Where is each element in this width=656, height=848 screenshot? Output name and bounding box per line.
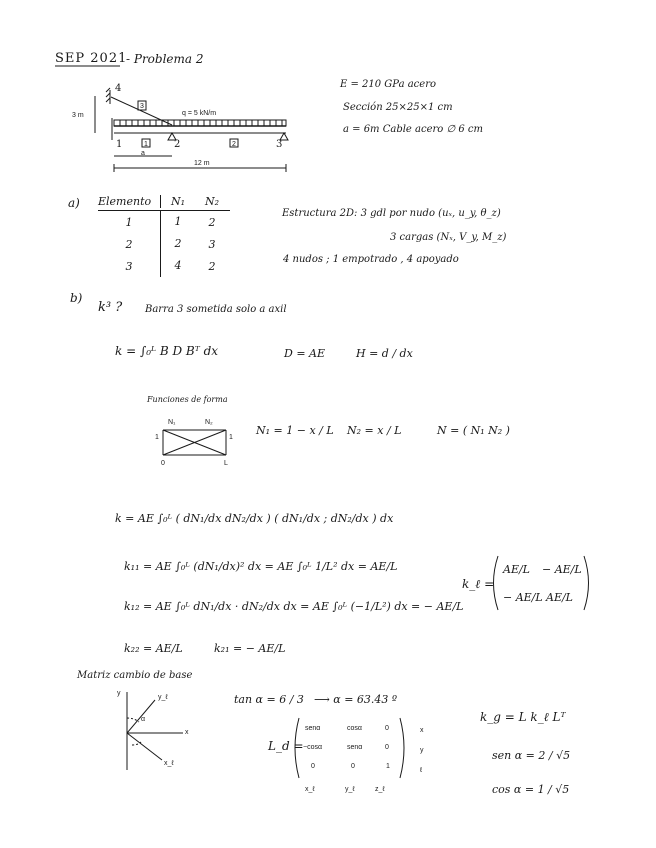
axis-label-xl: x_ℓ <box>164 760 174 767</box>
rotation-matrix-label: L_d = <box>268 739 304 753</box>
rotation-matrix-cell: 0 <box>311 763 315 770</box>
node-label-1: 1 <box>116 139 123 150</box>
shape-label-n1: N₁ <box>168 419 176 426</box>
page-subtitle: - Problema 2 <box>126 52 204 66</box>
rotation-row-label: ℓ <box>420 767 423 774</box>
part-b-question: k³ ? <box>98 300 123 315</box>
table-header-n1: N₁ <box>160 195 195 208</box>
k12-equation: k₁₂ = AE ∫₀ᴸ dN₁/dx · dN₂/dx dx = AE ∫₀ᴸ (−1/L²) dx = − AE/L <box>124 600 464 613</box>
table-header-element: Elemento <box>98 195 152 208</box>
page-title: SEP 2021 <box>55 51 128 66</box>
rotation-matrix-cell: 0 <box>385 725 389 732</box>
k21-equation: k₂₁ = − AE/L <box>214 642 286 655</box>
d-equation: D = AE <box>284 347 326 360</box>
cos-alpha-equation: cos α = 1 / √5 <box>492 783 570 796</box>
property-young: E = 210 GPa acero <box>340 79 436 90</box>
shape-functions-label: Funciones de forma <box>147 395 228 404</box>
shape-label-length: L <box>224 460 228 467</box>
rotation-matrix-cell: senα <box>305 725 321 732</box>
element-label-1: 1 <box>144 141 148 148</box>
rotation-matrix-cell: 0 <box>385 744 389 751</box>
structure-note-2: 3 cargas (Nₓ, V_y, M_z) <box>390 232 507 243</box>
property-cable: a = 6m Cable acero ∅ 6 cm <box>343 124 484 135</box>
rotation-matrix-cell: senα <box>347 744 363 751</box>
load-label: q = 5 kN/m <box>182 110 217 117</box>
rotation-matrix-cell: −cosα <box>303 744 323 751</box>
rotation-col-label: x_ℓ <box>305 786 315 793</box>
node-label-2: 2 <box>174 139 181 150</box>
property-section: Sección 25×25×1 cm <box>343 102 453 113</box>
structure-note-3: 4 nudos ; 1 empotrado , 4 apoyado <box>283 254 459 265</box>
rotation-matrix-cell: 1 <box>386 763 390 770</box>
table-cell: 2 <box>125 237 133 251</box>
axis-label-yl: y_ℓ <box>158 694 168 701</box>
rotation-row-label: y <box>420 747 424 754</box>
k-local-cell: AE/L <box>546 591 573 604</box>
length-dimension-label: 12 m <box>194 160 210 167</box>
n2-equation: N₂ = x / L <box>347 424 402 437</box>
k-local-cell: − AE/L <box>542 563 582 576</box>
node-label-4: 4 <box>115 83 122 94</box>
structure-note-1: Estructura 2D: 3 gdl por nudo (uₓ, u_y, θ_z) <box>282 208 501 219</box>
sin-alpha-equation: sen α = 2 / √5 <box>492 749 571 762</box>
k11-equation: k₁₁ = AE ∫₀ᴸ (dN₁/dx)² dx = AE ∫₀ᴸ 1/L² dx = AE/L <box>124 560 398 573</box>
table-cell: 3 <box>125 259 133 273</box>
part-b-note: Barra 3 sometida solo a axil <box>145 304 287 315</box>
table-cell: 1 <box>160 211 195 233</box>
rotation-row-label: x <box>420 727 424 734</box>
part-b-label: b) <box>70 291 83 305</box>
part-a-label: a) <box>68 196 80 210</box>
stiffness-expanded: k = AE ∫₀ᴸ ( dN₁/dx dN₂/dx ) ( dN₁/dx ; dN₂/dx ) dx <box>115 512 394 525</box>
k-local-label: k_ℓ = <box>462 577 495 591</box>
tan-alpha-equation: tan α = 6 / 3 <box>234 693 304 706</box>
node-label-3: 3 <box>276 139 283 150</box>
global-stiffness-equation: k_g = L k_ℓ Lᵀ <box>480 710 566 724</box>
table-cell: 2 <box>208 259 216 273</box>
rotation-matrix-cell: 0 <box>351 763 355 770</box>
table-cell: 2 <box>160 233 195 255</box>
axis-label-x: x <box>185 729 189 736</box>
rotation-col-label: z_ℓ <box>375 786 385 793</box>
n1-equation: N₁ = 1 − x / L <box>256 424 334 437</box>
h-equation: H = d / dx <box>356 347 413 360</box>
table-cell: 3 <box>208 237 216 251</box>
shape-label-one-left: 1 <box>155 434 159 441</box>
k-local-cell: − AE/L <box>503 591 543 604</box>
stiffness-integral: k = ∫₀ᴸ B D Bᵀ dx <box>115 344 219 358</box>
rotation-col-label: y_ℓ <box>345 786 355 793</box>
shape-label-zero: 0 <box>161 460 165 467</box>
element-label-2: 2 <box>232 141 236 148</box>
shape-label-n2: N₂ <box>205 419 213 426</box>
a-dimension-label: a <box>141 150 145 157</box>
rotation-matrix-cell: cosα <box>347 725 362 732</box>
k22-equation: k₂₂ = AE/L <box>124 642 183 655</box>
alpha-value: ⟶ α = 63.43 º <box>314 693 398 706</box>
k-local-cell: AE/L <box>503 563 530 576</box>
n-vector-equation: N = ( N₁ N₂ ) <box>437 424 510 437</box>
base-change-title: Matriz cambio de base <box>77 670 193 681</box>
axis-label-y: y <box>117 690 121 697</box>
height-label: 3 m <box>72 112 84 119</box>
element-label-3: 3 <box>140 103 144 110</box>
table-header-n2: N₂ <box>204 195 220 208</box>
shape-label-one-right: 1 <box>229 434 233 441</box>
table-cell: 2 <box>208 215 216 229</box>
table-cell: 4 <box>160 255 195 277</box>
table-cell: 1 <box>125 215 133 229</box>
axis-label-alpha: α <box>141 716 146 723</box>
